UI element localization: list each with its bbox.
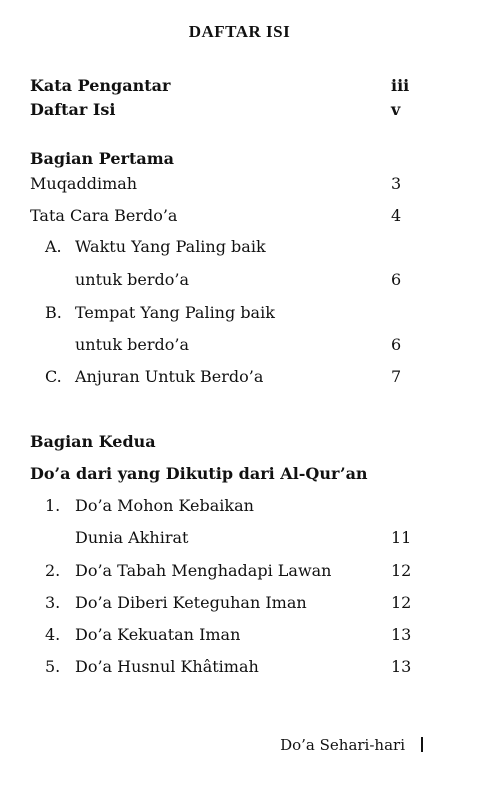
- toc-page-number: 6: [391, 335, 402, 354]
- toc-entry: [0, 558, 479, 584]
- toc-entry-label: Dunia Akhirat: [75, 528, 189, 547]
- toc-page-number: 13: [391, 657, 412, 676]
- toc-entry: [0, 525, 479, 551]
- toc-page-number: 7: [391, 367, 402, 386]
- toc-entry-marker: 3.: [45, 593, 61, 612]
- toc-entry: [0, 429, 479, 455]
- toc-page-number: 4: [391, 206, 402, 225]
- toc-entry-marker: 5.: [45, 657, 61, 676]
- toc-entry-marker: A.: [45, 237, 62, 256]
- toc-page-number: 3: [391, 174, 402, 193]
- toc-page-number: iii: [391, 76, 410, 95]
- toc-entry-label: untuk berdo’a: [75, 335, 189, 354]
- toc-entry: [0, 146, 479, 172]
- toc-section-heading: Bagian Kedua: [30, 432, 156, 451]
- toc-entry-label: Tata Cara Berdo’a: [30, 206, 178, 225]
- toc-entry: [0, 332, 479, 358]
- toc-entry-label: Anjuran Untuk Berdo’a: [75, 367, 264, 386]
- toc-entry-label: Do’a Diberi Keteguhan Iman: [75, 593, 307, 612]
- toc-entry-label: Tempat Yang Paling baik: [75, 303, 275, 322]
- toc-entry-marker: C.: [45, 367, 62, 386]
- toc-page-number: 11: [391, 528, 412, 547]
- toc-section-heading: Do’a dari yang Dikutip dari Al-Qur’an: [30, 464, 368, 483]
- toc-section-heading: Kata Pengantar: [30, 76, 171, 95]
- toc-entry: [0, 97, 479, 123]
- toc-entry: [0, 622, 479, 648]
- toc-entry: [0, 493, 479, 519]
- toc-page-number: 13: [391, 625, 412, 644]
- toc-entry: [0, 267, 479, 293]
- footer-rule: [421, 737, 423, 752]
- toc-entry: [0, 654, 479, 680]
- toc-entry-marker: 2.: [45, 561, 61, 580]
- toc-entry-label: Do’a Kekuatan Iman: [75, 625, 241, 644]
- toc-section-heading: Bagian Pertama: [30, 149, 174, 168]
- toc-entry: [0, 300, 479, 326]
- toc-entry-label: Muqaddimah: [30, 174, 138, 193]
- toc-entry-label: Do’a Tabah Menghadapi Lawan: [75, 561, 332, 580]
- toc-entry: [0, 73, 479, 99]
- toc-section-heading: Daftar Isi: [30, 100, 116, 119]
- toc-entry-marker: 1.: [45, 496, 61, 515]
- toc-entry-marker: 4.: [45, 625, 61, 644]
- toc-entry-label: Do’a Husnul Khâtimah: [75, 657, 259, 676]
- toc-page-number: 6: [391, 270, 402, 289]
- toc-page-number: v: [391, 100, 401, 119]
- toc-entry: [0, 171, 479, 197]
- toc-entry-label: untuk berdo’a: [75, 270, 189, 289]
- toc-entry: [0, 203, 479, 229]
- toc-entry-label: Waktu Yang Paling baik: [75, 237, 266, 256]
- toc-entry: [0, 590, 479, 616]
- toc-entry: [0, 234, 479, 260]
- running-footer: Do’a Sehari-hari: [280, 736, 405, 754]
- toc-entry: [0, 461, 479, 487]
- toc-entry-marker: B.: [45, 303, 62, 322]
- toc-page-number: 12: [391, 561, 412, 580]
- toc-entry-label: Do’a Mohon Kebaikan: [75, 496, 254, 515]
- toc-entry: [0, 364, 479, 390]
- toc-page-number: 12: [391, 593, 412, 612]
- page-title: DAFTAR ISI: [188, 22, 291, 41]
